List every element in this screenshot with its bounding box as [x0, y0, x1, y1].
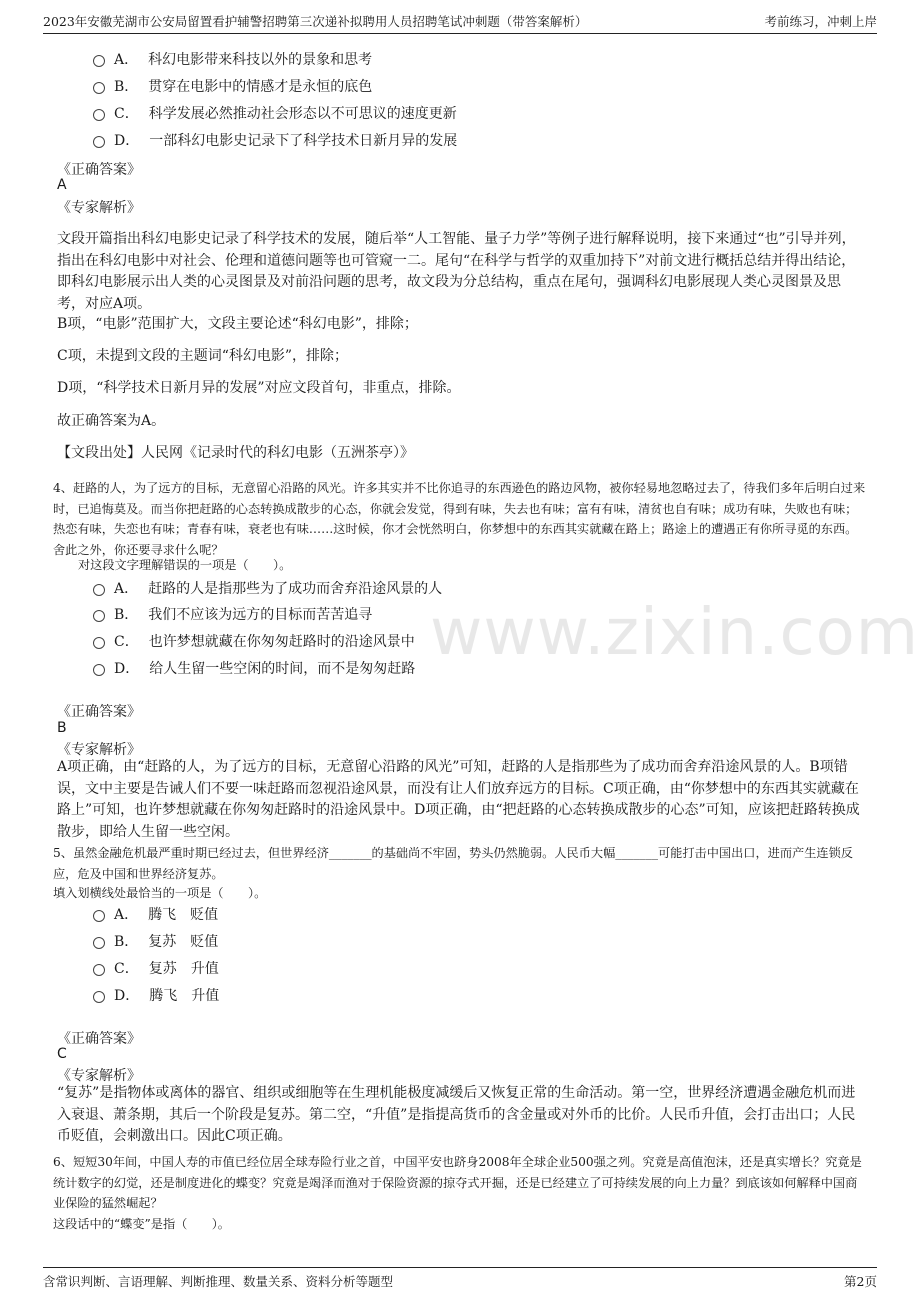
q4-option-c[interactable]: [93, 631, 415, 651]
q4-answer: B: [57, 720, 67, 736]
q5-option-b[interactable]: [93, 931, 218, 951]
option-text: 也许梦想就藏在你匆匆赶路时的沿途风景中: [148, 634, 415, 650]
option-text: 我们不应该为远方的目标而苦苦追寻: [148, 607, 373, 623]
q3-answer: A: [57, 177, 67, 193]
q5-answer-label: 《正确答案》: [57, 1031, 141, 1047]
option-text: 赶路的人是指那些为了成功而舍弃沿途风景的人: [148, 581, 443, 597]
option-letter: C．: [114, 634, 139, 650]
q6-stem: 6、短短30年间，中国人寿的市值已经位居全球寿险行业之首，中国平安也跻身2008年全球企业500强之列。究竟是高值泡沫，还是真实增长？究竟是统计数字的幻觉，还是制度进化的蝶变？究竟是竭泽而渔对于保险资源的掠夺式开掘，还是已经建立了可持续发展的向上力量？到底该如何解释中国商业保险的猛然崛起？: [53, 1155, 862, 1210]
option-letter: A．: [114, 581, 139, 597]
radio-icon[interactable]: [93, 910, 105, 922]
header-slogan: 考前练习，冲刺上岸: [764, 14, 877, 29]
q5-option-c[interactable]: [93, 958, 219, 978]
option-letter: C．: [114, 106, 139, 122]
document-title: 2023年安徽芜湖市公安局留置看护辅警招聘第三次递补拟聘用人员招聘笔试冲刺题（带答案解析）: [43, 14, 588, 29]
q3-source: 【文段出处】人民网《记录时代的科幻电影（五洲茶亭）》: [57, 445, 414, 461]
q3-analysis-main: 文段开篇指出科幻电影史记录了科学技术的发展，随后举“人工智能、量子力学”等例子进行解释说明，接下来通过“也”引导并列，指出在科幻电影中对社会、伦理和道德问题等也可管窥一二。尾句“在科学与哲学的双重加持下”对前文进行概括总结并得出结论，即科幻电影展示出人类的心灵图景及对前沿问题的思考，故文段为分总结构，重点在尾句，强调科幻电影展现人类心灵图景及思考，对应A项。: [57, 231, 856, 312]
radio-icon[interactable]: [93, 82, 105, 94]
radio-icon[interactable]: [93, 937, 105, 949]
q4-stem: 4、赶路的人，为了远方的目标，无意留心沿路的风光。许多其实并不比你追寻的东西逊色的路边风物，被你轻易地忽略过去了，待我们多年后明白过来时，已追悔莫及。而当你把赶路的心态转换成散步的心态，你就会发觉，得到有味，失去也有味；富有有味，清贫也自有味；成功有味，失败也有味；热恋有味，失恋也有味；青春有味，衰老也有味……这时候，你才会恍然明白，你梦想中的东西其实就藏在路上；路途上的遭遇正有你所寻觅的东西。舍此之外，你还要寻求什么呢？: [53, 481, 866, 557]
q4-question: 对这段文字理解错误的一项是（ ）。: [78, 558, 292, 572]
option-letter: A．: [114, 52, 139, 68]
radio-icon[interactable]: [93, 664, 105, 676]
option-letter: B．: [114, 934, 139, 950]
page-footer: [43, 1267, 877, 1295]
q3-analysis-d: D项，“科学技术日新月异的发展”对应文段首句，非重点，排除。: [57, 380, 461, 396]
option-text: 腾飞 升值: [149, 988, 220, 1004]
watermark: www.zixin.com: [430, 596, 920, 670]
radio-icon[interactable]: [93, 584, 105, 596]
option-text: 一部科幻电影史记录下了科学技术日新月异的发展: [149, 133, 458, 149]
q3-answer-label: 《正确答案》: [57, 162, 141, 178]
option-letter: D．: [114, 988, 140, 1004]
radio-icon[interactable]: [93, 637, 105, 649]
q3-option-d[interactable]: [93, 130, 457, 150]
radio-icon[interactable]: [93, 991, 105, 1003]
radio-icon[interactable]: [93, 964, 105, 976]
q5-option-a[interactable]: [93, 904, 218, 924]
page-header: [43, 10, 877, 34]
option-letter: D．: [114, 133, 140, 149]
footer-categories: 含常识判断、言语理解、判断推理、数量关系、资料分析等题型: [43, 1274, 394, 1289]
q4-answer-label: 《正确答案》: [57, 704, 141, 720]
q5-question: 填入划横线处最恰当的一项是（ ）。: [53, 886, 267, 900]
q4-analysis: A项正确，由“赶路的人，为了远方的目标，无意留心沿路的风光”可知，赶路的人是指那些为了成功而舍弃沿途风景的人。B项错误，文中主要是告诫人们不要一味赶路而忽视沿途风景，而没有让人们放弃远方的目标。C项正确，由“你梦想中的东西其实就藏在路上”可知，也许梦想就藏在你匆匆赶路时的沿途风景中。D项正确，由“把赶路的心态转换成散步的心态”可知，应该把赶路转换成散步，即给人生留一些空闲。: [57, 759, 860, 840]
option-letter: B．: [114, 607, 139, 623]
q5-analysis: “复苏”是指物体或离体的器官、组织或细胞等在生理机能极度减缓后又恢复正常的生命活动。第一空，世界经济遭遇金融危机而进入衰退、萧条期，其后一个阶段是复苏。第二空，“升值”是指提高货币的含金量或对外币的比价。人民币升值，会打击出口；人民币贬值，会刺激出口。因此C项正确。: [57, 1085, 856, 1144]
option-letter: A．: [114, 907, 139, 923]
radio-icon[interactable]: [93, 109, 105, 121]
option-text: 复苏 升值: [148, 961, 219, 977]
radio-icon[interactable]: [93, 55, 105, 67]
q3-analysis-label: 《专家解析》: [57, 200, 141, 216]
option-text: 科学发展必然推动社会形态以不可思议的速度更新: [148, 106, 457, 122]
q5-stem: 5、虽然金融危机最严重时期已经过去，但世界经济_______的基础尚不牢固，势头仍然脆弱。人民币大幅_______可能打击中国出口，进而产生连锁反应，危及中国和世界经济复苏。: [53, 846, 853, 881]
q5-answer: C: [57, 1046, 67, 1062]
option-text: 给人生留一些空闲的时间，而不是匆匆赶路: [149, 661, 416, 677]
option-letter: D．: [114, 661, 140, 677]
q3-analysis-conclusion: 故正确答案为A。: [57, 413, 166, 429]
q5-option-d[interactable]: [93, 985, 219, 1005]
option-letter: B．: [114, 79, 139, 95]
q6-question: 这段话中的“蝶变”是指（ ）。: [53, 1217, 230, 1231]
q3-analysis-c: C项，未提到文段的主题词“科幻电影”，排除；: [57, 348, 349, 364]
q4-option-d[interactable]: [93, 658, 415, 678]
option-text: 科幻电影带来科技以外的景象和思考: [148, 52, 373, 68]
q4-option-a[interactable]: [93, 578, 442, 598]
q3-option-c[interactable]: [93, 103, 457, 123]
option-text: 复苏 贬值: [148, 934, 219, 950]
page-number: 第2页: [844, 1274, 877, 1289]
option-text: 贯穿在电影中的情感才是永恒的底色: [148, 79, 373, 95]
q4-option-b[interactable]: [93, 604, 372, 624]
option-letter: C．: [114, 961, 139, 977]
q3-option-a[interactable]: [93, 49, 372, 69]
radio-icon[interactable]: [93, 136, 105, 148]
q3-analysis-b: B项，“电影”范围扩大，文段主要论述“科幻电影”，排除；: [57, 316, 418, 332]
q3-option-b[interactable]: [93, 76, 372, 96]
radio-icon[interactable]: [93, 610, 105, 622]
option-text: 腾飞 贬值: [148, 907, 219, 923]
q5-analysis-label: 《专家解析》: [57, 1068, 141, 1084]
q4-analysis-label: 《专家解析》: [57, 742, 141, 758]
